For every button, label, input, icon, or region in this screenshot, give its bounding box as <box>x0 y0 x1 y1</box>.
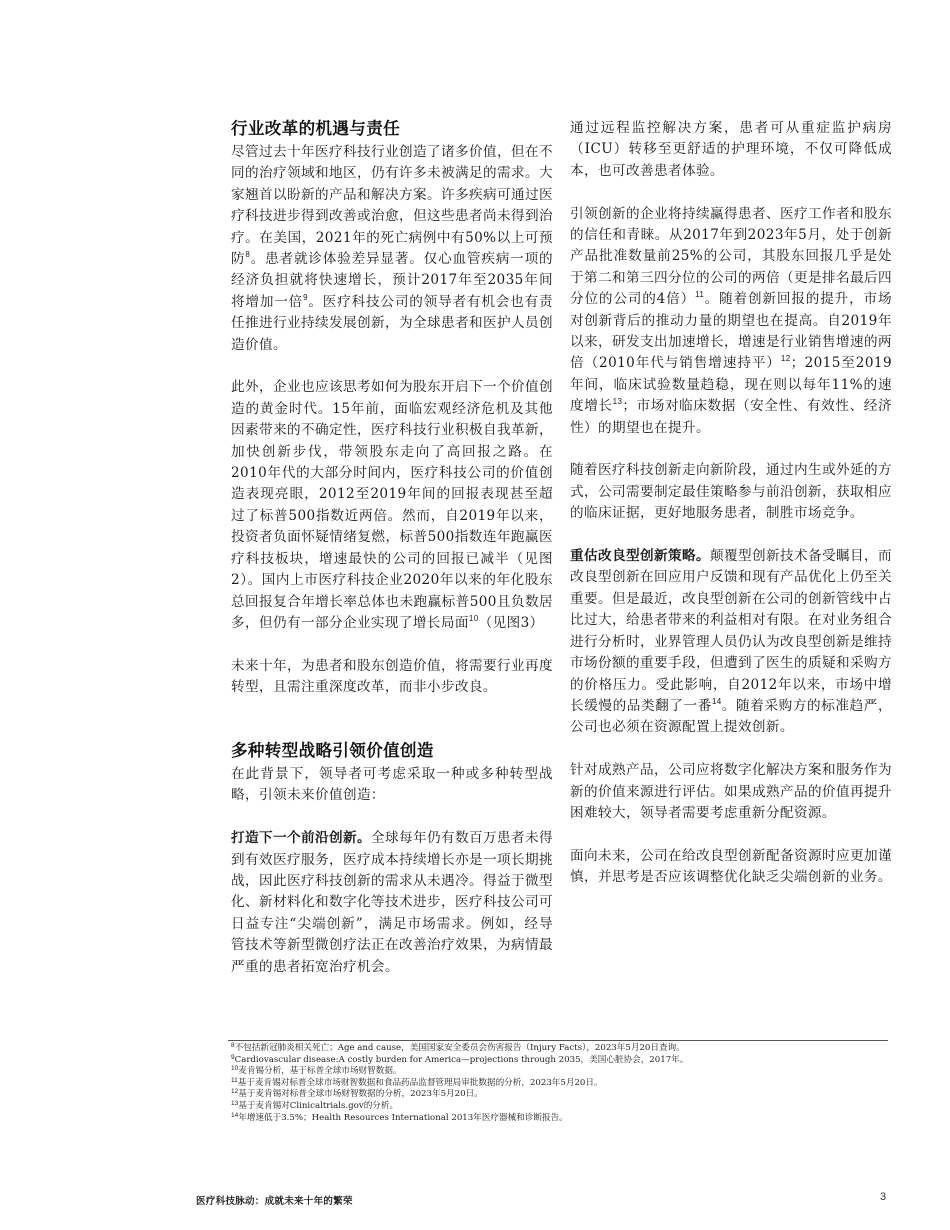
paragraph: 面向未来，公司在给改良型创新配备资源时应更加谨慎，并思考是否应该调整优化缺乏尖端创新的业务。 <box>570 847 892 886</box>
spacer <box>231 720 553 740</box>
paragraph: 此外，企业也应该思考如何为股东开启下一个价值创造的黄金时代。15年前，面临宏观经济危机及其他因素带来的不确定性，医疗科技行业积极自我革新，加快创新步伐，带领股东走向了高回报之路。在2010年代的大部分时间内，医疗科技公司的价值创造表现亮眼，2012至2019年间的回报表现甚至超过了标普500指数近两倍。然而，自2019年以来，投资者负面怀疑情绪复燃，标普500指数连年跑赢医疗科技板块，增速最快的公司的回报已减半（见图2）。国内上市医疗科技企业2020年以来的年化股东总回报复合年增长率总体也未跑赢标普500且负数居多，但仍有一部分企业实现了增长局面$^{10}$（见图3） <box>231 379 553 631</box>
footnote-9: $^9$Cardiovascular disease:A costly burden for America—projections through 2035，美国心脏协会，2017年。 <box>231 1053 689 1065</box>
footnote-divider <box>228 1040 888 1041</box>
footnote-ref[interactable]: 9 <box>303 292 308 302</box>
section-heading-industry-reform: 行业改革的机遇与责任 <box>231 119 400 138</box>
footnotes <box>231 1043 891 1124</box>
left-column <box>231 118 553 999</box>
footnote-10: $^{10}$麦肯锡分析，基于标普全球市场财智数据。 <box>231 1065 402 1077</box>
paragraph: 通过远程监控解决方案，患者可从重症监护病房（ICU）转移至更舒适的护理环境，不仅可降低成本，也可改善患者体验。 <box>570 120 892 179</box>
footnote-8: $^8$不包括新冠肺炎相关死亡；Age and cause，美国国家安全委员会伤害报告（Injury Facts），2023年5月20日查询。 <box>231 1042 685 1053</box>
footnote-ref[interactable]: 10 <box>468 613 479 623</box>
paragraph-lead: 重估改良型创新策略。 <box>570 548 711 565</box>
footnote-ref[interactable]: 12 <box>780 354 791 364</box>
paragraph: 随着医疗科技创新走向新阶段，通过内生或外延的方式，公司需要制定最佳策略参与前沿创新，获取相应的临床证据，更好地服务患者，制胜市场竞争。 <box>570 462 892 522</box>
paragraph: 打造下一个前沿创新。全球每年仍有数百万患者未得到有效医疗服务，医疗成本持续增长亦是一项长期挑战，因此医疗科技创新的需求从未遇冷。得益于微型化、新材料化和数字化等技术进步，医疗科技公司可日益专注“尖端创新”，满足市场需求。例如，经导管技术等新型微创疗法正在改善治疗效果，为病情最严重的患者拓宽治疗机会。 <box>231 830 554 975</box>
page-number: 3 <box>880 1191 887 1203</box>
paragraph: 尽管过去十年医疗科技行业创造了诸多价值，但在不同的治疗领域和地区，仍有许多未被满足的需求。大家翘首以盼新的产品和解决方案。许多疾病可通过医疗科技进步得到改善或治愈，但这些患者尚未得到治疗。在美国，2021年的死亡病例中有50%以上可预防$^8$。患者就诊体验差异显著。仅心血管疾病一项的经济负担就将快速增长，预计2017年至2035年间将增加一倍$^9$。医疗科技公司的领导者有机会也有责任推进行业持续发展创新，为全球患者和医护人员创造价值。 <box>231 144 553 353</box>
paragraph-lead: 打造下一个前沿创新。 <box>231 830 372 847</box>
right-column <box>570 118 892 910</box>
footnote-11: $^{11}$基于麦肯锡对标普全球市场财智数据和食品药品监督管理局审批数据的分析，2023年5月20日。 <box>231 1076 603 1088</box>
paragraph: 引领创新的企业将持续赢得患者、医疗工作者和股东的信任和青睐。从2017年到2023年5月，处于创新产品批准数量前25%的公司，其股东回报几乎是处于第二和第三四分位的公司的两倍（更是排名最后四分位的公司的4倍）$^{11}$。随着创新回报的提升，市场对创新背后的推动力量的期望也在提高。自2019年以来，研发支出加速增长，增速是行业销售增速的两倍（2010年代与销售增速持平）$^{12}$；2015至2019年间，临床试验数量趋稳，现在则以每年11%的速度增长$^{13}$；市场对临床数据（安全性、有效性、经济性）的期望也在提升。 <box>570 205 892 436</box>
section-heading-transformation: 多种转型战略引领价值创造 <box>231 740 434 760</box>
paragraph: 针对成熟产品，公司应将数字化解决方案和服务作为新的价值来源进行评估。如果成熟产品的价值再提升困难较大，领导者需要考虑重新分配资源。 <box>570 762 892 821</box>
footnote-ref[interactable]: 8 <box>245 250 251 260</box>
footnote-13: $^{13}$基于麦肯锡对Clinicaltrials.gov的分析。 <box>231 1099 399 1111</box>
footnote-ref[interactable]: 14 <box>711 696 722 706</box>
footnote-14: $^{14}$年增速低于3.5%；Health Resources International 2013年医疗器械和诊断报告。 <box>231 1111 568 1123</box>
footer-report-title: 医疗科技脉动：成就未来十年的繁荣 <box>196 1196 353 1207</box>
footnote-ref[interactable]: 13 <box>612 397 623 407</box>
paragraph: 重估改良型创新策略。颠覆型创新技术备受瞩目，而改良型创新在回应用户反馈和现有产品优化上仍至关重要。但是最近，改良型创新在公司的创新管线中占比过大，给患者带来的利益相对有限。在对业务组合进行分析时，业界管理人员仍认为改良型创新是维持市场份额的重要手段，但遭到了医生的质疑和采购方的价格压力。受此影响，自2012年以来，市场中增长缓慢的品类翻了一番$^{14}$。随着采购方的标准趋严，公司也必须在资源配置上提效创新。 <box>570 548 893 736</box>
footnote-ref[interactable]: 11 <box>695 290 705 300</box>
paragraph: 在此背景下，领导者可考虑采取一种或多种转型战略，引领未来价值创造： <box>231 765 553 804</box>
footnote-12: $^{12}$基于麦肯锡对标普全球市场财智数据的分析，2023年5月20日。 <box>231 1088 483 1100</box>
paragraph: 未来十年，为患者和股东创造价值，将需要行业再度转型，且需注重深度改革，而非小步改良。 <box>231 657 553 696</box>
